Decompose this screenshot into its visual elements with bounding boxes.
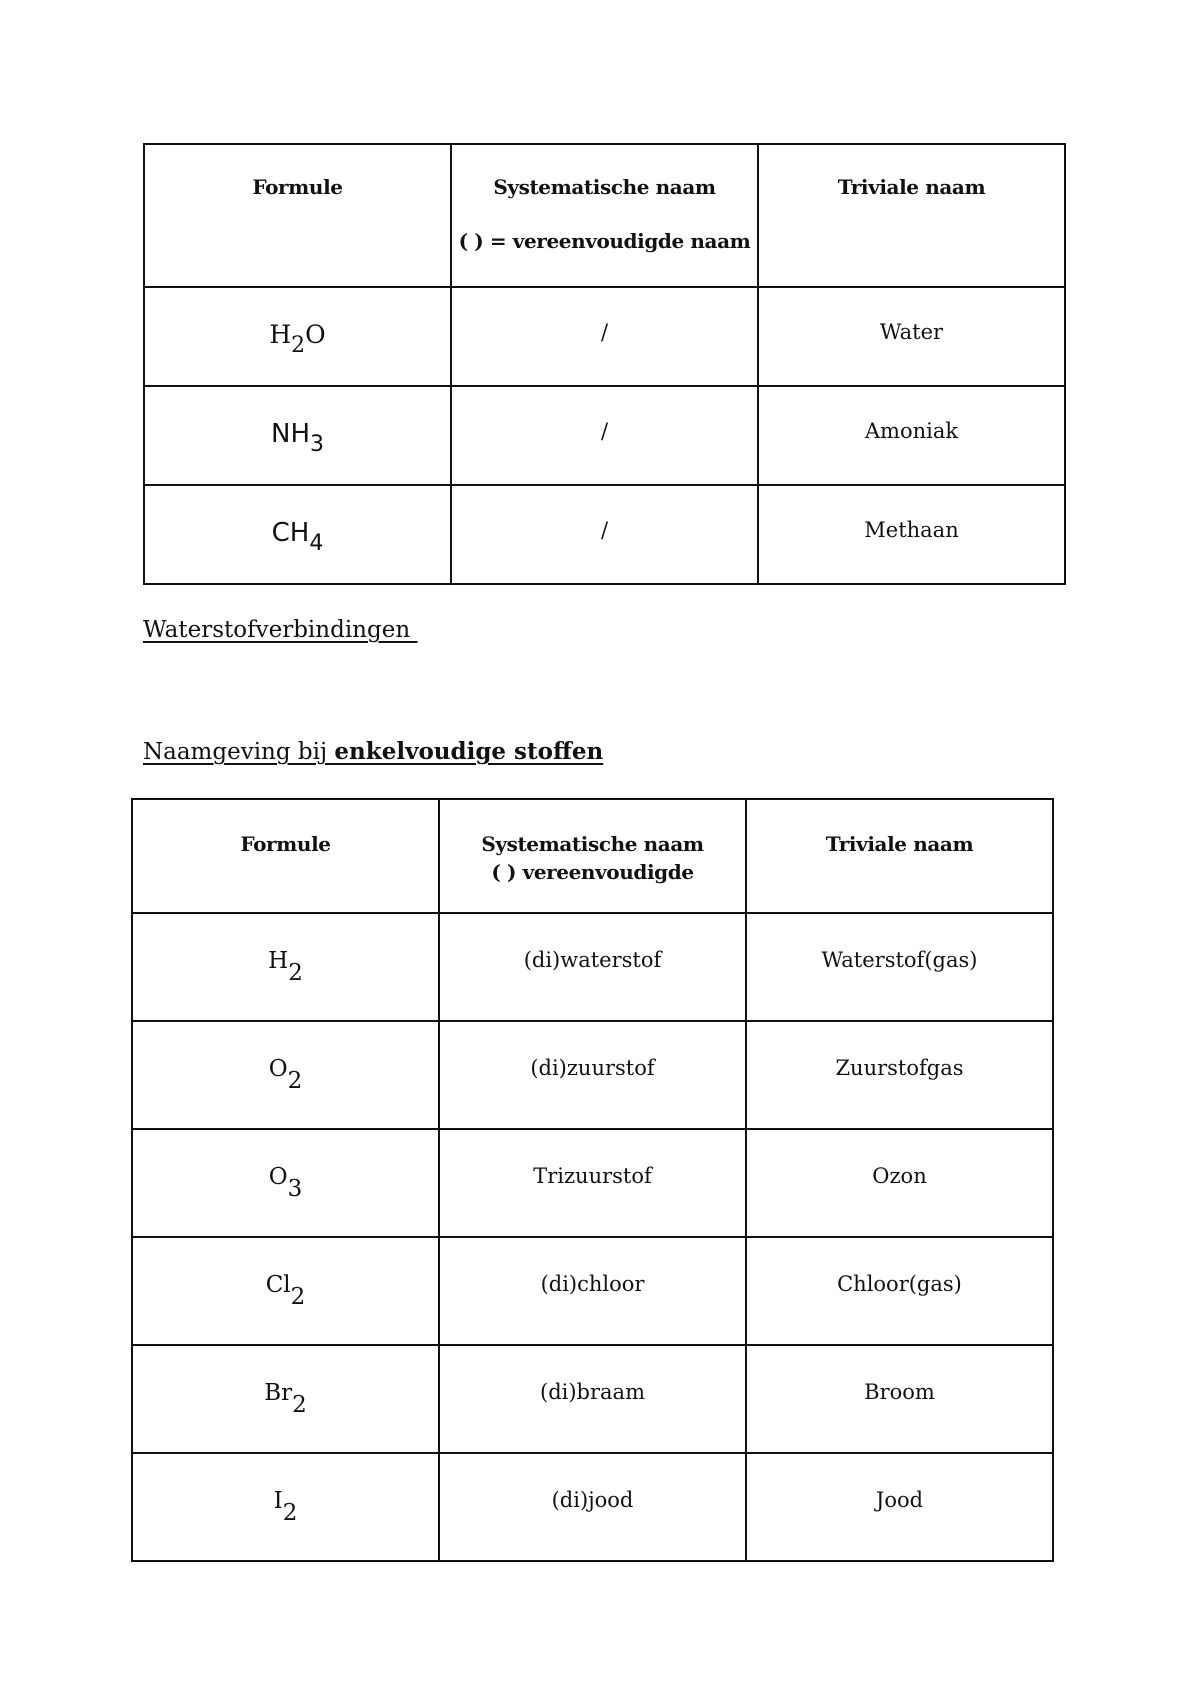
header-formula — [144, 144, 451, 287]
systematic-name: / — [600, 518, 609, 542]
trivial-cell — [758, 386, 1065, 485]
table-row — [144, 386, 1065, 485]
formula-br2: Br2 — [264, 1380, 307, 1418]
systematic-cell — [439, 1237, 746, 1345]
formula-o2: O2 — [268, 1056, 303, 1094]
formula-cell — [132, 913, 439, 1021]
systematic-cell — [439, 1345, 746, 1453]
header-trivial-label: Triviale naam — [837, 175, 986, 199]
heading-naamgeving — [143, 738, 603, 765]
formula-cl2: Cl2 — [265, 1272, 306, 1310]
trivial-name: Zuurstofgas — [835, 1056, 964, 1080]
table-row — [144, 287, 1065, 386]
header-formula-label: Formule — [240, 832, 331, 856]
systematic-cell — [451, 485, 758, 584]
heading-naamgeving-part1: Naamgeving bij — [143, 739, 335, 765]
formula-cell — [144, 485, 451, 584]
systematic-name: / — [600, 419, 609, 443]
table-row — [144, 485, 1065, 584]
heading-naamgeving-part2: enkelvoudige stoffen — [334, 738, 604, 765]
elementary-substances-table — [131, 798, 1054, 1562]
systematic-name: (di)chloor — [540, 1272, 645, 1296]
header-systematic-note: ( ) vereenvoudigde — [491, 860, 694, 884]
systematic-name: (di)zuurstof — [530, 1056, 655, 1080]
formula-i2: I2 — [273, 1488, 298, 1526]
trivial-cell — [746, 913, 1053, 1021]
trivial-cell — [746, 1021, 1053, 1129]
systematic-name: Trizuurstof — [533, 1164, 652, 1188]
formula-o3: O3 — [268, 1164, 303, 1202]
formula-cell — [144, 386, 451, 485]
table-row — [132, 1345, 1053, 1453]
trivial-cell — [746, 1345, 1053, 1453]
formula-h2: H2 — [268, 948, 303, 986]
trivial-cell — [746, 1237, 1053, 1345]
trivial-name: Chloor(gas) — [837, 1272, 962, 1296]
table-header-row — [132, 799, 1053, 913]
systematic-cell — [451, 386, 758, 485]
systematic-name: (di)jood — [551, 1488, 634, 1512]
formula-cell — [132, 1129, 439, 1237]
header-trivial — [746, 799, 1053, 913]
trivial-cell — [746, 1129, 1053, 1237]
systematic-name: (di)braam — [540, 1380, 645, 1404]
header-formula-label: Formule — [252, 175, 343, 199]
formula-cell — [132, 1345, 439, 1453]
header-systematic — [451, 144, 758, 287]
trivial-cell — [758, 485, 1065, 584]
formula-cell — [132, 1453, 439, 1561]
trivial-name: Waterstof(gas) — [821, 948, 978, 972]
header-systematic-note: ( ) = vereenvoudigde naam — [458, 229, 751, 253]
table-row — [132, 913, 1053, 1021]
header-systematic — [439, 799, 746, 913]
systematic-name: (di)waterstof — [523, 948, 662, 972]
systematic-cell — [439, 1021, 746, 1129]
trivial-cell — [758, 287, 1065, 386]
table-row — [132, 1129, 1053, 1237]
systematic-cell — [451, 287, 758, 386]
systematic-cell — [439, 1129, 746, 1237]
formula-nh3: $NH_3$ — [271, 419, 324, 457]
trivial-name: Broom — [864, 1380, 935, 1404]
trivial-name: Methaan — [864, 518, 959, 542]
trivial-name: Ozon — [872, 1164, 927, 1188]
header-trivial — [758, 144, 1065, 287]
systematic-cell — [439, 1453, 746, 1561]
formula-ch4: $CH_4$ — [271, 518, 324, 556]
formula-cell — [132, 1237, 439, 1345]
table-row — [132, 1021, 1053, 1129]
heading-waterstofverbindingen: Waterstofverbindingen — [143, 617, 418, 643]
header-systematic-label: Systematische naam — [493, 175, 716, 199]
trivial-cell — [746, 1453, 1053, 1561]
systematic-name: / — [600, 320, 609, 344]
header-trivial-label: Triviale naam — [825, 832, 974, 856]
formula-cell — [132, 1021, 439, 1129]
formula-cell — [144, 287, 451, 386]
formula-h2o: H2O — [269, 320, 326, 358]
header-formula — [132, 799, 439, 913]
table-header-row — [144, 144, 1065, 287]
systematic-cell — [439, 913, 746, 1021]
table-row — [132, 1453, 1053, 1561]
trivial-name: Water — [879, 320, 944, 344]
trivial-name: Jood — [875, 1488, 924, 1512]
hydrogen-compounds-table — [143, 143, 1066, 585]
trivial-name: Amoniak — [864, 419, 959, 443]
table-row — [132, 1237, 1053, 1345]
header-systematic-label: Systematische naam — [481, 832, 704, 856]
